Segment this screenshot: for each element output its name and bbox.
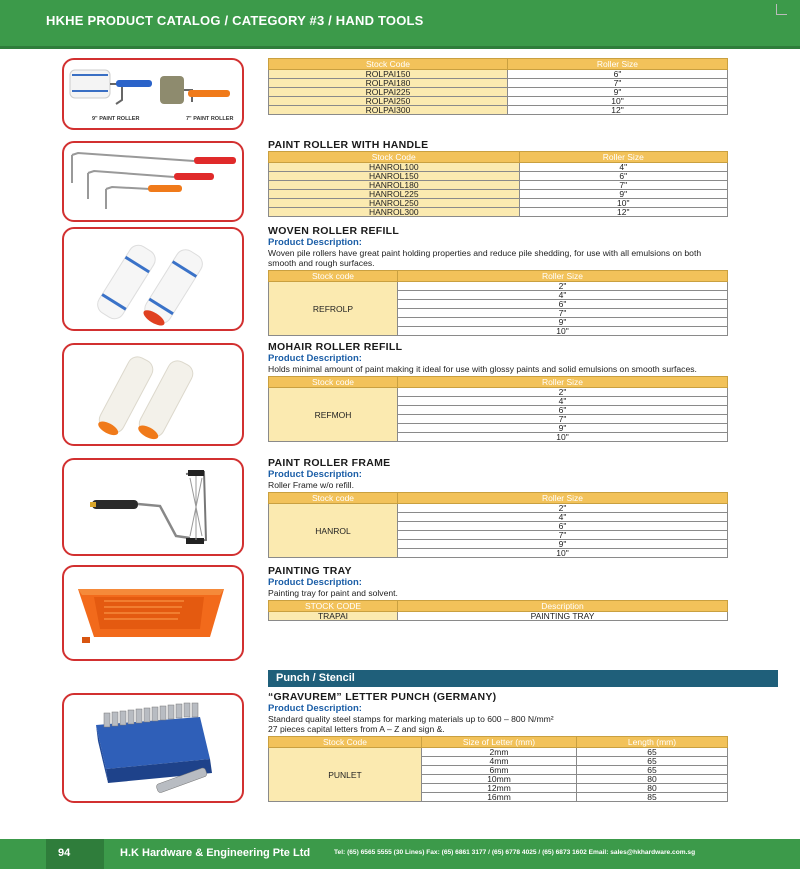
cell-size: 10" <box>398 327 728 336</box>
cell-size: 12" <box>519 208 727 217</box>
cell-description: PAINTING TRAY <box>398 612 728 621</box>
cell-size: 2" <box>398 282 728 291</box>
th-roller-size: Roller Size <box>507 59 727 70</box>
frame-title: PAINT ROLLER FRAME <box>268 457 391 469</box>
tray-desc: Painting tray for paint and solvent. <box>268 588 398 598</box>
mohair-desc: Holds minimal amount of paint making it ideal for use with glossy paints and solid emulsions on smooth surfaces. <box>268 364 697 374</box>
cell-size: 10" <box>398 549 728 558</box>
mohair-refill-image <box>62 343 244 446</box>
cell-size: 7" <box>398 415 728 424</box>
tray-section <box>268 565 728 621</box>
cell-letter-size: 6mm <box>422 766 577 775</box>
roller-frame-image <box>62 458 244 556</box>
page-title: HKHE PRODUCT CATALOG / CATEGORY #3 / HAND TOOLS <box>46 13 424 28</box>
page-number: 94 <box>58 847 71 859</box>
roller-frame-icon <box>64 460 242 554</box>
cell-code: ROLPAI225 <box>269 88 508 97</box>
paint-roller-icon <box>64 60 242 128</box>
cell-code: HANROL100 <box>269 163 520 172</box>
cell-code: REFMOH <box>269 388 398 442</box>
roller-label-7: 7" PAINT ROLLER <box>186 116 234 122</box>
painting-tray-icon <box>64 567 242 659</box>
th-stock-code: STOCK CODE <box>269 601 398 612</box>
cell-length: 80 <box>577 784 728 793</box>
tray-table <box>268 600 728 621</box>
th-roller-size: Roller Size <box>398 271 728 282</box>
punch-desc-2: 27 pieces capital letters from A – Z and sign &. <box>268 724 445 734</box>
cell-size: 2" <box>398 388 728 397</box>
rolpai-table <box>268 58 728 115</box>
cell-size: 6" <box>398 406 728 415</box>
mohair-section <box>268 341 728 442</box>
cell-size: 4" <box>398 397 728 406</box>
woven-section <box>268 225 728 336</box>
th-length: Length (mm) <box>577 737 728 748</box>
woven-desc: Woven pile rollers have great paint holding properties and reduce pile shedding, for use with all emulsions on both smooth and rough surfaces. <box>268 248 702 268</box>
th-description: Description <box>398 601 728 612</box>
cell-size: 7" <box>398 309 728 318</box>
cell-size: 10" <box>519 199 727 208</box>
page-number-box <box>46 839 104 869</box>
cell-size: 7" <box>398 531 728 540</box>
page-footer <box>0 839 800 869</box>
crop-mark <box>776 4 787 15</box>
woven-table <box>268 270 728 336</box>
th-stock-code: Stock Code <box>269 152 520 163</box>
punch-stencil-band <box>268 670 778 687</box>
cell-size: 6" <box>398 300 728 309</box>
roller-label-9: 9" PAINT ROLLER <box>92 116 140 122</box>
cell-length: 65 <box>577 748 728 757</box>
th-letter-size: Size of Letter (mm) <box>422 737 577 748</box>
cell-size: 9" <box>398 318 728 327</box>
letter-punch-image <box>62 693 244 803</box>
cell-size: 2" <box>398 504 728 513</box>
cell-size: 4" <box>398 291 728 300</box>
mohair-roller-icon <box>64 345 242 444</box>
cell-code: ROLPAI180 <box>269 79 508 88</box>
hanrol-section <box>268 139 728 217</box>
frame-sub: Product Description: <box>268 469 362 480</box>
cell-size: 4" <box>398 513 728 522</box>
rolpai-section <box>268 58 728 115</box>
page-header <box>0 0 800 46</box>
cell-code: TRAPAI <box>269 612 398 621</box>
cell-size: 12" <box>507 106 727 115</box>
cell-size: 7" <box>519 181 727 190</box>
cell-size: 4" <box>519 163 727 172</box>
cell-size: 9" <box>398 424 728 433</box>
cell-letter-size: 2mm <box>422 748 577 757</box>
cell-length: 85 <box>577 793 728 802</box>
cell-code: ROLPAI300 <box>269 106 508 115</box>
cell-code: HANROL180 <box>269 181 520 190</box>
cell-code: HANROL300 <box>269 208 520 217</box>
contact-info: Tel: (65) 6565 5555 (30 Lines) Fax: (65) 6861 3177 / (65) 6778 4025 / (65) 6873 1602 Email: sales@hkhardware.com.sg <box>334 849 696 856</box>
cell-code: ROLPAI250 <box>269 97 508 106</box>
mohair-table <box>268 376 728 442</box>
cell-size: 10" <box>507 97 727 106</box>
letter-punch-icon <box>64 695 242 801</box>
cell-code: REFROLP <box>269 282 398 336</box>
cell-length: 65 <box>577 766 728 775</box>
punch-table <box>268 736 728 802</box>
th-roller-size: Roller Size <box>398 377 728 388</box>
band-label: Punch / Stencil <box>276 672 355 684</box>
cell-size: 6" <box>507 70 727 79</box>
cell-code: HANROL <box>269 504 398 558</box>
cell-size: 9" <box>398 540 728 549</box>
cell-size: 7" <box>507 79 727 88</box>
cell-size: 6" <box>519 172 727 181</box>
th-stock-code: Stock Code <box>269 737 422 748</box>
punch-section <box>268 691 728 802</box>
frame-desc: Roller Frame w/o refill. <box>268 480 354 490</box>
cell-size: 10" <box>398 433 728 442</box>
cell-letter-size: 10mm <box>422 775 577 784</box>
cell-size: 9" <box>507 88 727 97</box>
frame-table <box>268 492 728 558</box>
woven-sub: Product Description: <box>268 237 362 248</box>
cell-letter-size: 16mm <box>422 793 577 802</box>
hanrol-title: PAINT ROLLER WITH HANDLE <box>268 139 429 151</box>
woven-roller-icon <box>64 229 242 329</box>
cell-size: 9" <box>519 190 727 199</box>
punch-title: “GRAVUREM” LETTER PUNCH (GERMANY) <box>268 691 497 703</box>
header-stripe <box>0 46 800 49</box>
company-name: H.K Hardware & Engineering Pte Ltd <box>120 847 311 859</box>
th-stock-code: Stock code <box>269 377 398 388</box>
th-roller-size: Roller Size <box>398 493 728 504</box>
cell-letter-size: 4mm <box>422 757 577 766</box>
mohair-title: MOHAIR ROLLER REFILL <box>268 341 403 353</box>
paint-roller-image <box>62 58 244 130</box>
cell-size: 6" <box>398 522 728 531</box>
cell-code: HANROL250 <box>269 199 520 208</box>
th-stock-code: Stock Code <box>269 59 508 70</box>
woven-title: WOVEN ROLLER REFILL <box>268 225 400 237</box>
cell-letter-size: 12mm <box>422 784 577 793</box>
roller-handle-image <box>62 141 244 222</box>
th-stock-code: Stock code <box>269 271 398 282</box>
punch-sub: Product Description: <box>268 703 362 714</box>
cell-length: 65 <box>577 757 728 766</box>
th-stock-code: Stock code <box>269 493 398 504</box>
mohair-sub: Product Description: <box>268 353 362 364</box>
punch-desc-1: Standard quality steel stamps for marking materials up to 600 – 800 N/mm² <box>268 714 554 724</box>
cell-code: PUNLET <box>269 748 422 802</box>
cell-length: 80 <box>577 775 728 784</box>
th-roller-size: Roller Size <box>519 152 727 163</box>
frame-section <box>268 457 728 558</box>
hanrol-table <box>268 151 728 217</box>
tray-title: PAINTING TRAY <box>268 565 352 577</box>
roller-handle-icon <box>64 143 242 220</box>
painting-tray-image <box>62 565 244 661</box>
cell-code: HANROL150 <box>269 172 520 181</box>
tray-sub: Product Description: <box>268 577 362 588</box>
cell-code: HANROL225 <box>269 190 520 199</box>
cell-code: ROLPAI150 <box>269 70 508 79</box>
woven-refill-image <box>62 227 244 331</box>
